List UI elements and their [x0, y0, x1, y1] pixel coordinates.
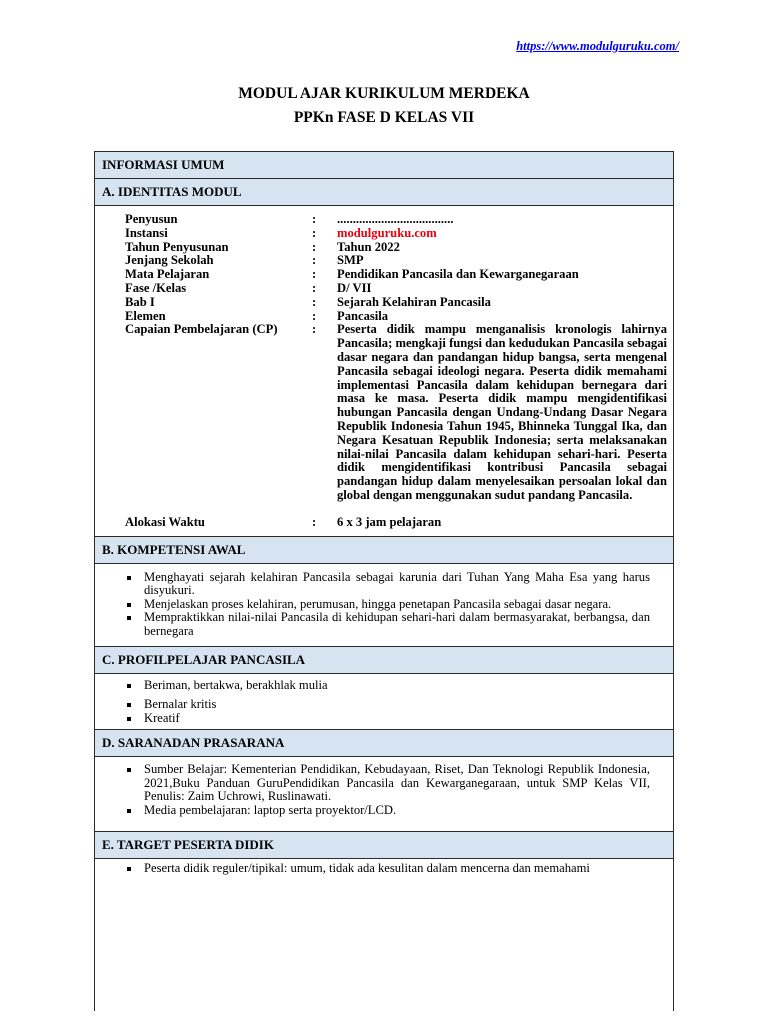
kompetensi-section	[95, 564, 673, 647]
document-subtitle: PPKn FASE D KELAS VII	[293, 109, 475, 126]
list-item: Beriman, bertakwa, berakhlak mulia	[120, 679, 650, 693]
row-label: Instansi	[125, 225, 168, 240]
row-value: Tahun 2022	[337, 239, 400, 254]
identitas-row	[125, 213, 666, 227]
identitas-section	[95, 206, 673, 537]
profil-section	[95, 674, 673, 731]
row-colon: :	[312, 225, 317, 240]
identitas-row	[125, 296, 666, 310]
row-colon: :	[312, 239, 317, 254]
list-item: Sumber Belajar: Kementerian Pendidikan, Kebudayaan, Riset, Dan Teknologi Republik Indonesia, 2021,Buku Panduan GuruPendidikan Pancasila dan Kewarganegaraan, untuk SMP Kelas VII, Penulis: Zaim Uchrowi, Ruslinawati.	[120, 763, 650, 804]
cp-value: Peserta didik mampu menganalisis kronologis lahirnya Pancasila; mengkaji fungsi dan kedudukan Pancasila sebagai dasar negara dan pandangan hidup bangsa, serta mengenal Pancasila sebagai ideologi negara. Peserta didik memahami implementasi Pancasila dalam kehidupan bernegara dari masa ke masa. Peserta didik mampu mengidentifikasi hubungan Pancasila dengan Undang-Undang Dasar Negara Republik Indonesia Tahun 1945, Bhinneka Tunggal Ika, dan Negara Kesatuan Republik Indonesia; serta melaksanakan nilai-nilai Pancasila dalam kehidupan sehari-hari. Peserta didik mengidentifikasi kontribusi Pancasila sebagai pandangan hidup dalam menyelesaikan persoalan lokal dan global dengan menggunakan sudut pandang Pancasila.	[337, 322, 667, 502]
row-colon: :	[312, 514, 317, 529]
document-title: MODUL AJAR KURIKULUM MERDEKA	[238, 85, 530, 102]
info-umum-header: INFORMASI UMUM	[95, 152, 673, 179]
kompetensi-header: B. KOMPETENSI AWAL	[95, 537, 673, 564]
target-section	[95, 859, 673, 876]
row-colon: :	[312, 212, 317, 226]
identitas-row	[125, 241, 666, 255]
row-value: SMP	[337, 253, 364, 268]
identitas-row	[125, 227, 666, 241]
row-colon: :	[312, 322, 317, 337]
identitas-row	[125, 516, 666, 530]
list-item: Peserta didik reguler/tipikal: umum, tidak ada kesulitan dalam mencerna dan memahami	[120, 862, 650, 876]
row-value: Pendidikan Pancasila dan Kewarganegaraan	[337, 267, 579, 282]
row-colon: :	[312, 280, 317, 295]
identitas-row	[125, 254, 666, 268]
sarana-section	[95, 757, 673, 831]
row-label: Elemen	[125, 308, 166, 323]
list-item: Bernalar kritis	[120, 698, 650, 712]
row-value: .....................................	[337, 212, 454, 226]
row-value: 6 x 3 jam pelajaran	[337, 514, 442, 529]
row-colon: :	[312, 267, 317, 282]
website-link[interactable]: https://www.modulguruku.com/	[516, 39, 679, 53]
list-item: Menjelaskan proses kelahiran, perumusan, hingga penetapan Pancasila sebagai dasar negara.	[120, 598, 650, 612]
identitas-header: A. IDENTITAS MODUL	[95, 179, 673, 206]
identitas-row	[125, 282, 666, 296]
list-item: Kreatif	[120, 712, 650, 726]
row-value: Pancasila	[337, 308, 389, 323]
profil-header: C. PROFILPELAJAR PANCASILA	[95, 647, 673, 674]
row-label: Jenjang Sekolah	[125, 253, 214, 268]
list-item: Media pembelajaran: laptop serta proyektor/LCD.	[120, 804, 650, 818]
identitas-row	[125, 323, 666, 502]
identitas-row	[125, 268, 666, 282]
row-colon: :	[312, 308, 317, 323]
row-label: Penyusun	[125, 212, 178, 226]
row-colon: :	[312, 294, 317, 309]
module-table	[94, 151, 674, 1011]
row-label: Capaian Pembelajaran (CP)	[125, 322, 278, 337]
row-label: Bab I	[125, 294, 155, 309]
sarana-header: D. SARANADAN PRASARANA	[95, 730, 673, 757]
row-label: Fase /Kelas	[125, 280, 187, 295]
identitas-row	[125, 310, 666, 324]
row-value: D/ VII	[337, 280, 372, 295]
list-item: Mempraktikkan nilai-nilai Pancasila di kehidupan sehari-hari dalam bermasyarakat, berbangsa, dan bernegara	[120, 611, 650, 638]
row-label: Mata Pelajaran	[125, 267, 210, 282]
row-label: Tahun Penyusunan	[125, 239, 229, 254]
row-value: Sejarah Kelahiran Pancasila	[337, 294, 491, 309]
target-header: E. TARGET PESERTA DIDIK	[95, 832, 673, 859]
list-item: Menghayati sejarah kelahiran Pancasila sebagai karunia dari Tuhan Yang Maha Esa yang harus disyukuri.	[120, 571, 650, 598]
row-colon: :	[312, 253, 317, 268]
row-label: Alokasi Waktu	[125, 514, 205, 529]
instansi-value: modulguruku.com	[337, 225, 437, 240]
